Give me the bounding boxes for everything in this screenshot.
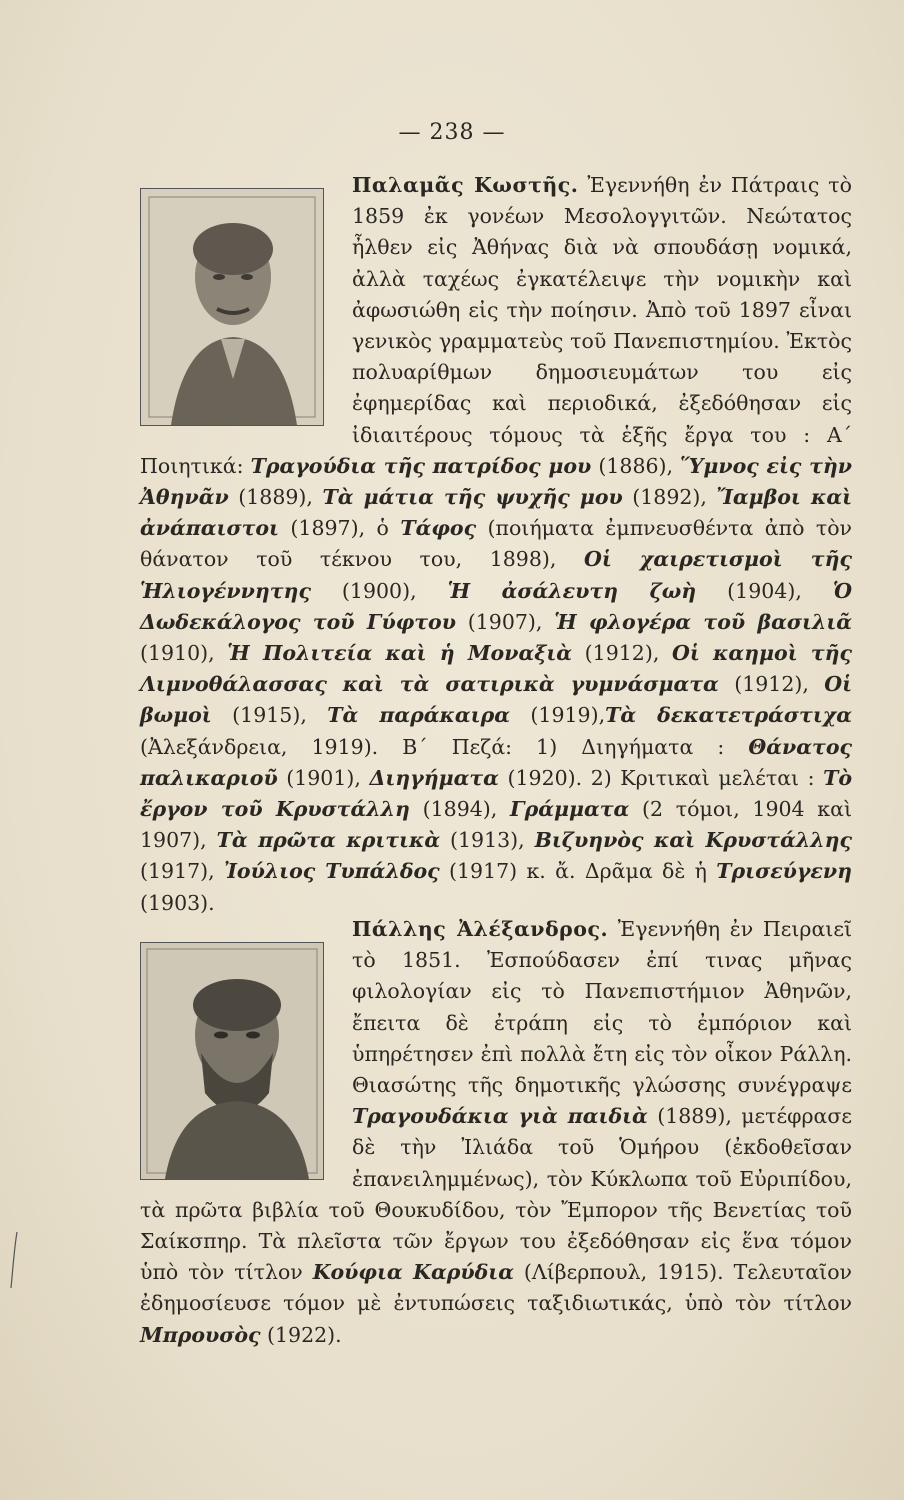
body-text: (2 τόμοι, 1904 καὶ 1907), bbox=[140, 797, 852, 853]
work-title: Τάφος bbox=[400, 516, 477, 541]
entry-palamas bbox=[140, 170, 852, 919]
work-title: Οἱ καημοὶ τῆς Λιμνοθάλασσας καὶ τὰ σατιρικὰ γυμνάσματα bbox=[140, 641, 853, 697]
work-title: Οἱ χαιρετισμοὶ τῆς Ἡλιογέννητης bbox=[140, 547, 852, 603]
body-text: (1903). bbox=[140, 890, 215, 915]
body-text: (1910), bbox=[140, 641, 228, 666]
body-text: (1889), bbox=[228, 485, 323, 510]
body-text: (1913), bbox=[440, 828, 535, 853]
entry-name: Παλαμᾶς Κωστῆς. bbox=[352, 173, 579, 197]
body-text: (Λίβερπουλ, 1915). Τελευταῖον ἐδημοσίευσε τόμον μὲ ἐντυπώσεις ταξιδιωτικάς, ὑπὸ τὸν τίτλον bbox=[140, 1260, 852, 1316]
body-text: (Ἀλεξάνδρεια, 1919). Β΄ Πεζά: 1) Διηγήματα : bbox=[140, 734, 749, 759]
work-title: Κούφια Καρύδια bbox=[312, 1260, 515, 1285]
portrait-palamas bbox=[140, 188, 324, 426]
body-text: (1917), bbox=[140, 859, 225, 884]
work-title: Οἱ βωμοὶ bbox=[140, 672, 853, 728]
work-title: Τὰ μάτια τῆς ψυχῆς μου bbox=[322, 485, 623, 510]
work-title: Ἡ φλογέρα τοῦ βασιλιᾶ bbox=[554, 609, 853, 634]
work-title: Τραγουδάκια γιὰ παιδιὰ bbox=[352, 1104, 648, 1129]
work-title: Τρισεύγενη bbox=[716, 859, 853, 884]
body-text: (1886), bbox=[591, 453, 681, 478]
work-title: Βιζυηνὸς καὶ Κρυστάλλης bbox=[534, 828, 853, 853]
body-text: (1897), ὁ bbox=[278, 516, 401, 541]
work-title: Τὰ πρῶτα κριτικὰ bbox=[216, 828, 441, 853]
work-title: Ἰούλιος Τυπάλδος bbox=[224, 859, 440, 884]
body-text: (1907), bbox=[455, 609, 555, 634]
body-text: (1920). 2) Κριτικαὶ μελέται : bbox=[498, 765, 824, 790]
entry-pallis bbox=[140, 914, 852, 1351]
work-title: Ἴαμβοι καὶ ἀνάπαιστοι bbox=[140, 485, 853, 541]
entry-name: Πάλλης Ἀλέξανδρος. bbox=[352, 917, 609, 941]
work-title: Ὕμνος εἰς τὴν Ἀθηνᾶν bbox=[140, 453, 852, 510]
work-title: Γράμματα bbox=[510, 797, 630, 822]
body-text: (1904), bbox=[696, 578, 833, 603]
body-text: (ποιήματα ἐμπνευσθέντα ἀπὸ τὸν θάνατον τοῦ τέκνου του, 1898), bbox=[140, 516, 852, 572]
work-title: Ἡ Πολιτεία καὶ ἡ Μοναξιὰ bbox=[227, 641, 573, 666]
body-text: (1919), bbox=[510, 703, 606, 728]
page-number: — 238 — bbox=[398, 120, 506, 145]
work-title: Τὸ ἔργον τοῦ Κρυστάλλη bbox=[140, 765, 853, 822]
body-text: (1912), bbox=[572, 641, 672, 666]
work-title: Μπρουσὸς bbox=[140, 1322, 261, 1347]
body-text: (1901), bbox=[277, 765, 370, 790]
body-text: (1915), bbox=[211, 703, 328, 728]
work-title: Ὁ Δωδεκάλογος τοῦ Γύφτου bbox=[140, 578, 853, 634]
body-text: Ἐγεννήθη ἐν Πειραιεῖ τὸ 1851. Ἐσπούδασεν ἐπί τινας μῆνας φιλολογίαν εἰς τὸ Πανεπιστήμιον Ἀθηνῶν, ἔπειτα δὲ ἐτράπη εἰς τὸ ἐμπόριον καὶ ὑπηρέτησεν ἐπὶ πολλὰ ἔτη εἰς τὸν οἶκον Ράλλη. Θιασώτης τῆς δημοτικῆς γλώσσης συνέγραψε bbox=[352, 917, 852, 1098]
body-text: (1917) κ. ἄ. Δρᾶμα δὲ ἡ bbox=[439, 859, 717, 884]
work-title: Διηγήματα bbox=[369, 765, 499, 790]
portrait-pallis bbox=[140, 942, 324, 1180]
body-text: Ἐγεννήθη ἐν Πάτραις τὸ 1859 ἐκ γονέων Μεσολογγιτῶν. Νεώτατος ἦλθεν εἰς Ἀθήνας διὰ νὰ σπουδάσῃ νομικά, ἀλλὰ ταχέως ἐγκατέλειψε τὴν νομικὴν καὶ ἀφωσιώθη εἰς τὴν ποίησιν. Ἀπὸ τοῦ 1897 εἶναι γενικὸς γραμματεὺς τοῦ Πανεπιστημίου. Ἐκτὸς πολυαρίθμων δημοσιευμάτων του εἰς ἐφημερίδας καὶ περιοδικά, ἐξεδόθησαν εἰς ἰδιαιτέρους τόμους τὰ ἑξῆς ἔργα του : Α΄ Ποιητικά: bbox=[140, 173, 852, 478]
body-text: (1922). bbox=[260, 1322, 342, 1347]
work-title: Ἡ ἀσάλευτη ζωὴ bbox=[447, 578, 697, 603]
body-text: (1892), bbox=[622, 485, 717, 510]
work-title: Τὰ παράκαιρα bbox=[327, 703, 510, 728]
work-title: Τὰ δεκατετράστιχα bbox=[605, 703, 852, 728]
work-title: Θάνατος παλικαριοῦ bbox=[140, 734, 852, 790]
body-text: (1900), bbox=[310, 578, 448, 603]
body-text: (1912), bbox=[718, 672, 825, 697]
body-text: (1894), bbox=[409, 797, 511, 822]
work-title: Τραγούδια τῆς πατρίδος μου bbox=[250, 453, 592, 478]
margin-pencil-mark bbox=[8, 1230, 20, 1290]
body-text: (1889), μετέφρασε δὲ τὴν Ἰλιάδα τοῦ Ὁμήρου (ἐκδοθεῖσαν ἐπανειλημμένως), τὸν Κύκλωπα τοῦ Εὐριπίδου, τὰ πρῶτα βιβλία τοῦ Θουκυδίδου, τὸν Ἔμπορον τῆς Βενετίας τοῦ Σαίκσπηρ. Τὰ πλεῖστα τῶν ἔργων του ἐξεδόθησαν εἰς ἕνα τόμον ὑπὸ τὸν τίτλον bbox=[140, 1104, 852, 1285]
